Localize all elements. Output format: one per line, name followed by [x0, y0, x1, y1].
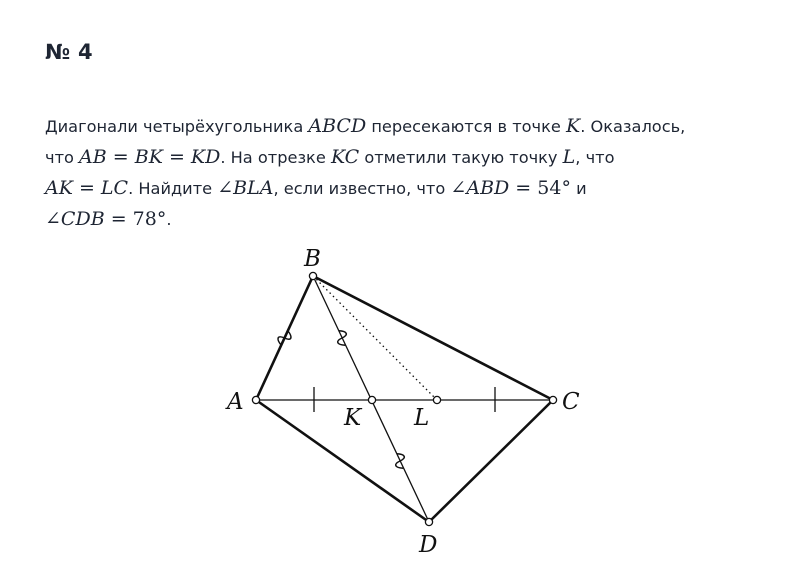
math-segment-bk: BK [134, 146, 163, 168]
math-equals: = [162, 146, 191, 168]
math-angle-abd: ABD [466, 177, 510, 199]
quadrilateral-sides [256, 276, 553, 522]
math-point-k: K [566, 115, 581, 137]
angle-symbol: ∠ [450, 177, 467, 199]
math-angle-cdb-value: = 78° [104, 208, 167, 230]
math-segment-kc: KC [330, 146, 360, 168]
point-c [549, 396, 556, 403]
wave-mark-kd [391, 451, 408, 470]
point-k [368, 396, 375, 403]
math-equals: = [72, 177, 101, 199]
math-quadrilateral: ABCD [308, 115, 367, 137]
math-angle-bla: BLA [233, 177, 274, 199]
text-fragment: отметили такую точку [359, 148, 563, 167]
diagonals [256, 276, 553, 522]
point-l [433, 396, 440, 403]
text-fragment: , что [575, 148, 615, 167]
text-fragment: что [45, 148, 80, 167]
label-b: B [304, 246, 321, 272]
math-point-l: L [562, 146, 576, 168]
label-l: L [414, 405, 430, 431]
side-cd [429, 400, 553, 522]
angle-symbol: ∠ [45, 208, 61, 230]
text-fragment: . Оказалось, [580, 117, 686, 136]
point-d [425, 518, 432, 525]
text-fragment: и [570, 179, 587, 198]
math-segment-kd: KD [190, 146, 221, 168]
math-segment-ak: AK [45, 177, 73, 199]
label-c: C [562, 389, 580, 415]
side-bc [313, 276, 553, 400]
text-fragment: Диагонали четырёхугольника [45, 117, 309, 136]
math-segment-ab: AB [79, 146, 107, 168]
problem-number: № 4 [45, 40, 93, 64]
math-equals: = [106, 146, 135, 168]
text-fragment: . Найдите [128, 179, 218, 198]
label-d: D [419, 532, 438, 558]
angle-symbol: ∠ [217, 177, 234, 199]
math-angle-cdb: CDB [60, 208, 105, 230]
side-da [256, 400, 429, 522]
math-angle-abd-value: = 54° [509, 177, 571, 199]
label-a: A [227, 389, 244, 415]
wave-mark-ab [276, 328, 293, 347]
point-b [309, 272, 316, 279]
text-fragment: , если известно, что [273, 179, 451, 198]
text-fragment: пересекаются в точке [366, 117, 566, 136]
text-fragment: . [166, 210, 172, 229]
label-k: K [344, 405, 362, 431]
text-fragment: . На отрезке [220, 148, 331, 167]
math-segment-lc: LC [100, 177, 129, 199]
segment-bl-dotted [313, 276, 437, 400]
point-a [252, 396, 259, 403]
